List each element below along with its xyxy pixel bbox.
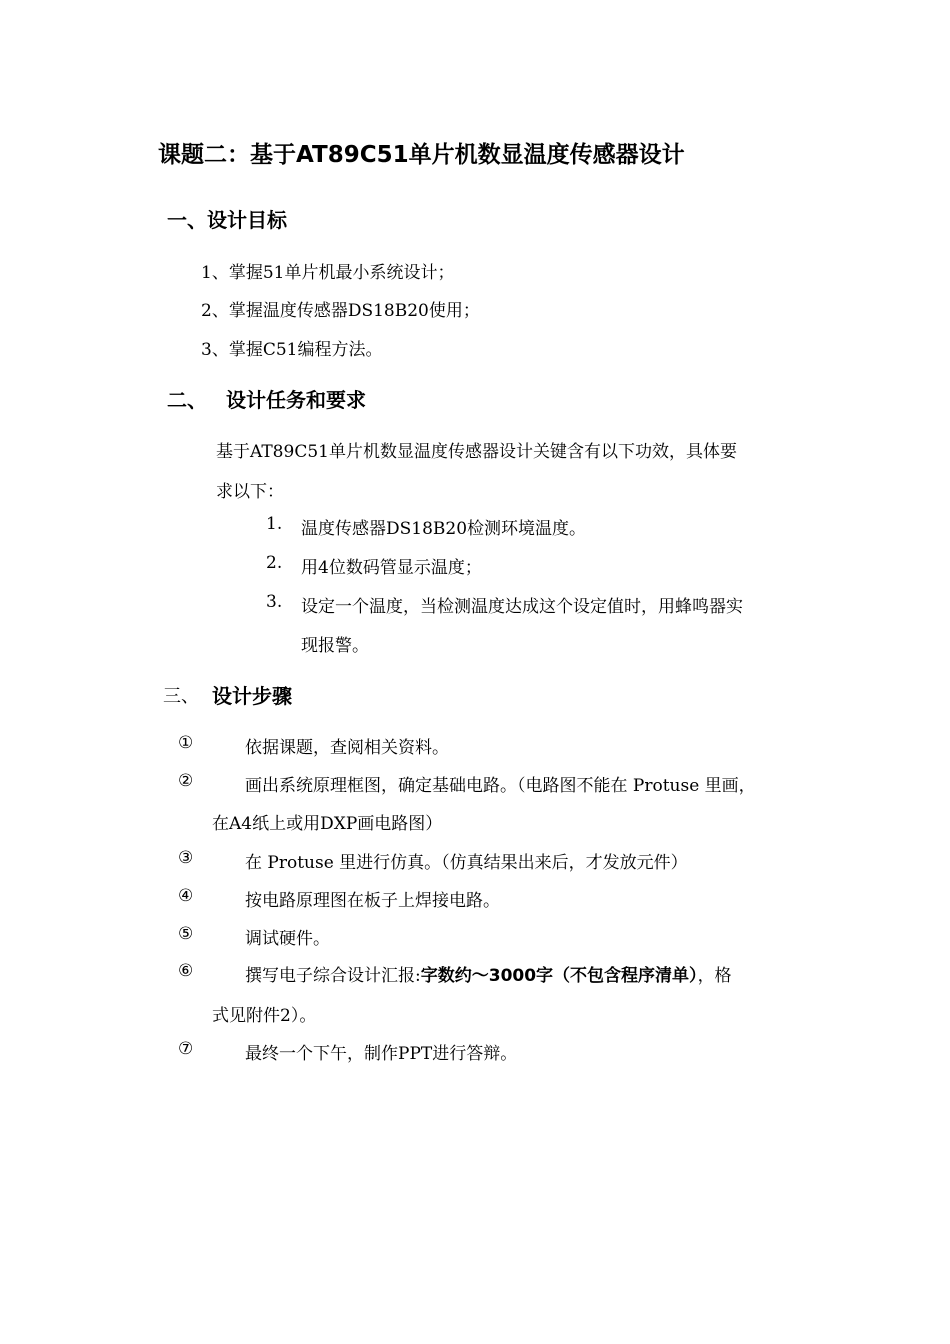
section2-intro: 基于AT89C51单片机数显温度传感器设计关键含有以下功效，具体要 bbox=[216, 442, 737, 462]
step-text-bold: 字数约～3000字（不包含程序清单） bbox=[420, 966, 698, 986]
step-text: 在 Protuse 里进行仿真。（仿真结果出来后，才发放元件） bbox=[245, 853, 688, 873]
section1-item: 2、掌握温度传感器DS18B20使用； bbox=[201, 301, 480, 321]
step-text-cont: 式见附件2）。 bbox=[212, 1006, 317, 1026]
step-number: ⑤ bbox=[178, 924, 194, 944]
document-title: 课题二：基于AT89C51单片机数显温度传感器设计 bbox=[158, 142, 685, 168]
step-number: ⑦ bbox=[178, 1039, 194, 1059]
step-text: 画出系统原理框图，确定基础电路。（电路图不能在 Protuse 里画， bbox=[245, 776, 756, 796]
section1-heading: 一、设计目标 bbox=[167, 208, 287, 232]
requirement-number: 3. bbox=[266, 592, 283, 612]
requirement-text-cont: 现报警。 bbox=[301, 636, 369, 656]
section1-item: 1、掌握51单片机最小系统设计； bbox=[201, 263, 455, 283]
step-text: 按电路原理图在板子上焊接电路。 bbox=[245, 891, 500, 911]
requirement-text: 用4位数码管显示温度； bbox=[301, 558, 482, 578]
step-text: 最终一个下午，制作PPT进行答辩。 bbox=[245, 1044, 518, 1064]
step-text: 调试硬件。 bbox=[245, 929, 330, 949]
requirement-text: 设定一个温度，当检测温度达成这个设定值时，用蜂鸣器实 bbox=[301, 597, 743, 617]
step-text-plain: 撰写电子综合设计汇报: bbox=[245, 966, 421, 986]
step-number: ① bbox=[178, 733, 194, 753]
requirement-number: 1. bbox=[266, 514, 283, 534]
requirement-text: 温度传感器DS18B20检测环境温度。 bbox=[301, 519, 587, 539]
section2-heading: 设计任务和要求 bbox=[226, 388, 366, 412]
section3-heading: 设计步骤 bbox=[212, 684, 292, 708]
step-number: ③ bbox=[178, 848, 194, 868]
step-text bbox=[245, 961, 732, 986]
step-number: ② bbox=[178, 771, 194, 791]
step-number: ④ bbox=[178, 886, 194, 906]
step-number: ⑥ bbox=[178, 961, 194, 981]
section3-number: 三、 bbox=[163, 686, 199, 707]
step-text-tail: ，格 bbox=[697, 966, 732, 986]
section2-intro-cont: 求以下： bbox=[216, 482, 284, 502]
section1-item: 3、掌握C51编程方法。 bbox=[201, 340, 383, 360]
requirement-number: 2. bbox=[266, 553, 283, 573]
step-text: 依据课题，查阅相关资料。 bbox=[245, 738, 449, 758]
section2-number: 二、 bbox=[167, 388, 207, 412]
step-text-cont: 在A4纸上或用DXP画电路图） bbox=[212, 814, 443, 834]
